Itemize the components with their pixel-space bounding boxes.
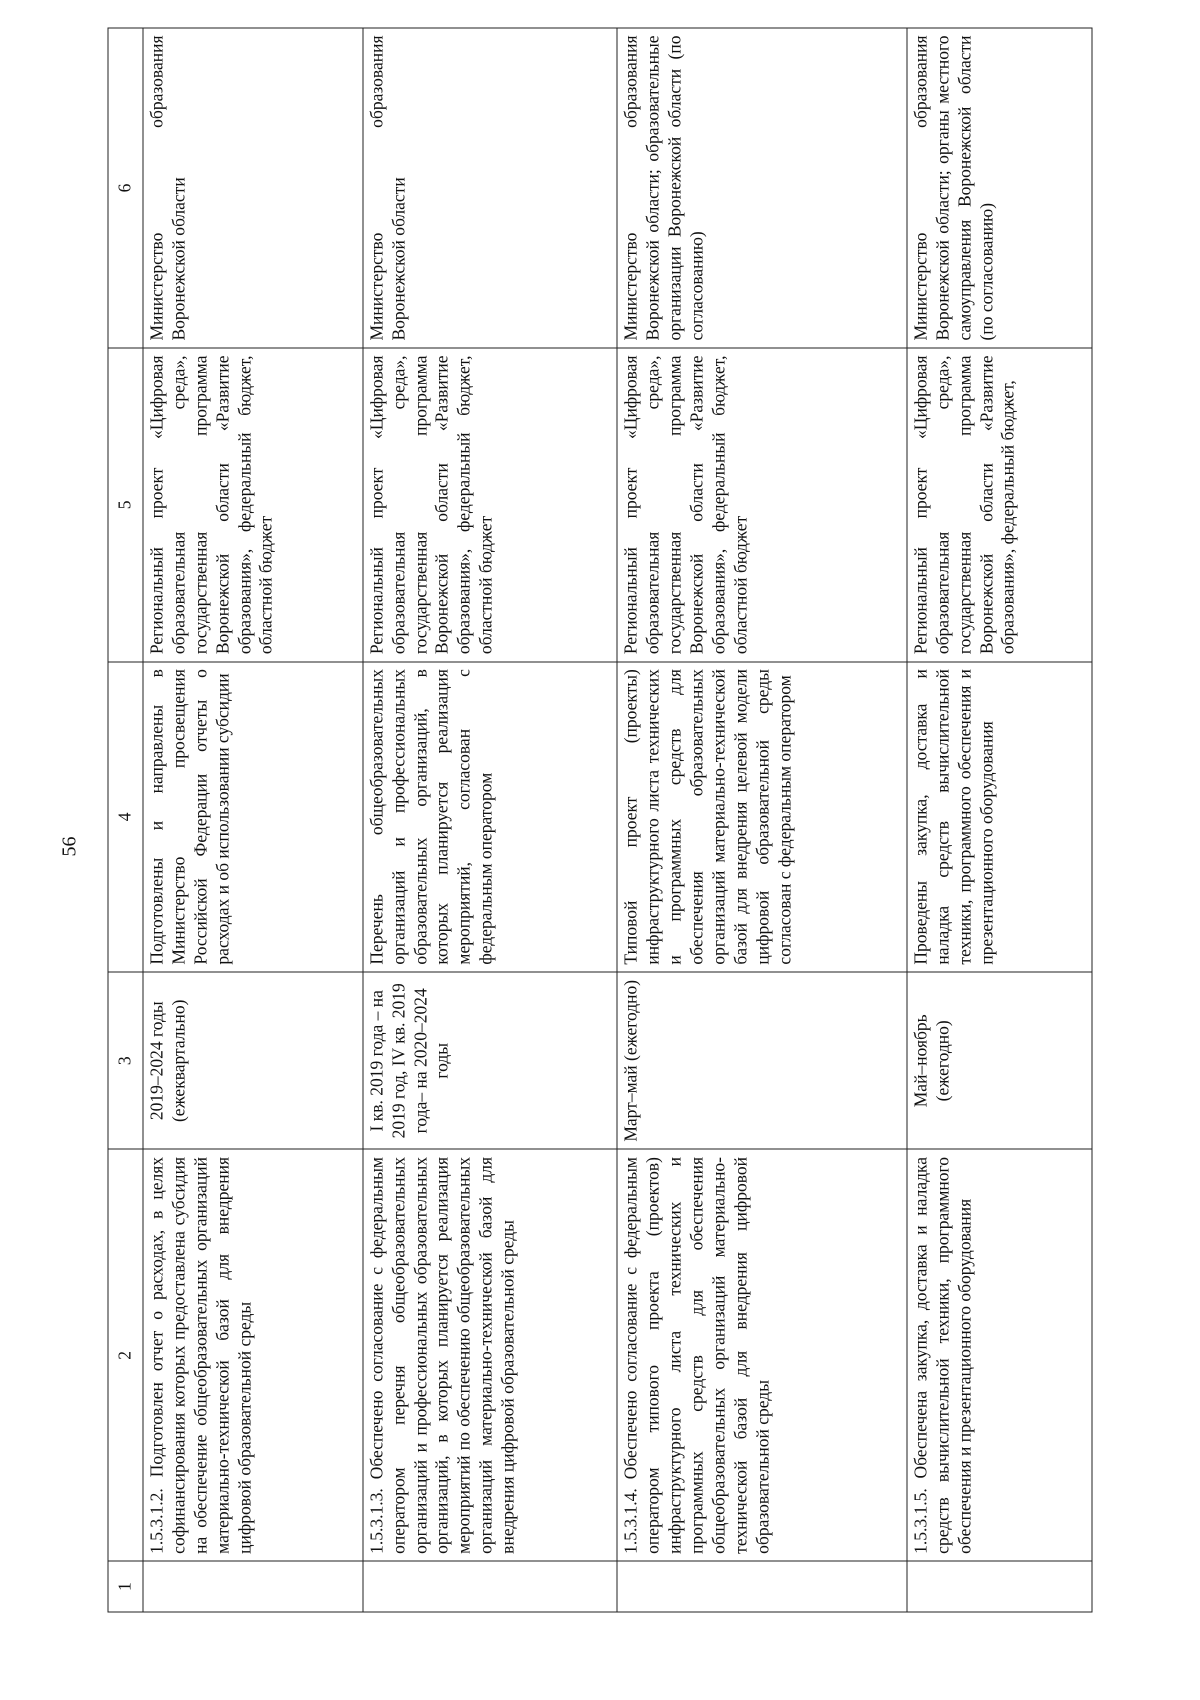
cell-responsible: Министерство образования Воронежской области; образовательные организации Воронежской области (по согласованию) <box>617 28 906 348</box>
col-header-1: 1 <box>108 1561 143 1612</box>
col-header-5: 5 <box>108 348 143 662</box>
cell-period: 2019–2024 годы (ежеквартально) <box>143 972 363 1149</box>
cell-source: Региональный проект «Цифровая образовательная среда», государственная программа Воронежской области «Развитие образования», федеральный бюджет, областной бюджет <box>363 348 618 662</box>
cell-result: Типовой проект (проекты) инфраструктурного листа технических и программных средств для обеспечения образовательных организаций материально-технической базой для внедрения целевой модели цифровой образовательной среды согласован с федеральным оператором <box>617 662 906 972</box>
header-row <box>108 28 143 1612</box>
cell-responsible: Министерство образования Воронежской области <box>143 28 363 348</box>
cell-event: 1.5.3.1.4. Обеспечено согласование с федеральным оператором типового проекта (проектов) инфраструктурного листа технических и программных средств для обеспечения общеобразовательных организаций материально-технической базой для внедрения цифровой образовательной среды <box>617 1149 906 1561</box>
table-row <box>143 28 363 1612</box>
cell-number <box>617 1561 906 1612</box>
cell-event: 1.5.3.1.2. Подготовлен отчет о расходах, в целях софинансирования которых предоставлена субсидия на обеспечение общеобразовательных организаций материально-технической базой для внедрения цифровой образовательной среды <box>143 1149 363 1561</box>
col-header-6: 6 <box>108 28 143 348</box>
cell-number <box>907 1561 1092 1612</box>
cell-number <box>143 1561 363 1612</box>
cell-period: I кв. 2019 года – на 2019 год, IV кв. 2019 года– на 2020–2024 годы <box>363 972 618 1149</box>
cell-responsible: Министерство образования Воронежской области; органы местного самоуправления Воронежской области (по согласованию) <box>907 28 1092 348</box>
cell-result: Проведены закупка, доставка и наладка средств вычислительной техники, программного обеспечения и презентационного оборудования <box>907 662 1092 972</box>
cell-source: Региональный проект «Цифровая образовательная среда», государственная программа Воронежской области «Развитие образования», федеральный бюджет, областной бюджет <box>617 348 906 662</box>
col-header-2: 2 <box>108 1149 143 1561</box>
table-row <box>907 28 1092 1612</box>
col-header-3: 3 <box>108 972 143 1149</box>
cell-period: Март–май (ежегодно) <box>617 972 906 1149</box>
cell-event: 1.5.3.1.5. Обеспечена закупка, доставка и наладка средств вычислительной техники, программного обеспечения и презентационного оборудования <box>907 1149 1092 1561</box>
cell-result: Подготовлены и направлены в Министерство просвещения Российской Федерации отчеты о расходах и об использовании субсидии <box>143 662 363 972</box>
cell-event: 1.5.3.1.3. Обеспечено согласование с федеральным оператором перечня общеобразовательных организаций и профессиональных образовательных организаций, в которых планируется реализация мероприятий по обеспечению общеобразовательных организаций материально-технической базой для внедрения цифровой образовательной среды <box>363 1149 618 1561</box>
cell-period: Май–ноябрь (ежегодно) <box>907 972 1092 1149</box>
cell-responsible: Министерство образования Воронежской области <box>363 28 618 348</box>
table-row <box>617 28 906 1612</box>
page-number: 56 <box>58 836 81 857</box>
col-header-4: 4 <box>108 662 143 972</box>
cell-source: Региональный проект «Цифровая образовательная среда», государственная программа Воронежской области «Развитие образования», федеральный бюджет, <box>907 348 1092 662</box>
cell-result: Перечень общеобразовательных организаций и профессиональных образовательных организаций, в которых планируется реализация мероприятий, согласован с федеральным оператором <box>363 662 618 972</box>
plan-table <box>108 28 1093 1613</box>
table-row <box>363 28 618 1612</box>
rotated-table-container <box>108 28 1093 1613</box>
cell-source: Региональный проект «Цифровая образовательная среда», государственная программа Воронежской области «Развитие образования», федеральный бюджет, областной бюджет <box>143 348 363 662</box>
cell-number <box>363 1561 618 1612</box>
